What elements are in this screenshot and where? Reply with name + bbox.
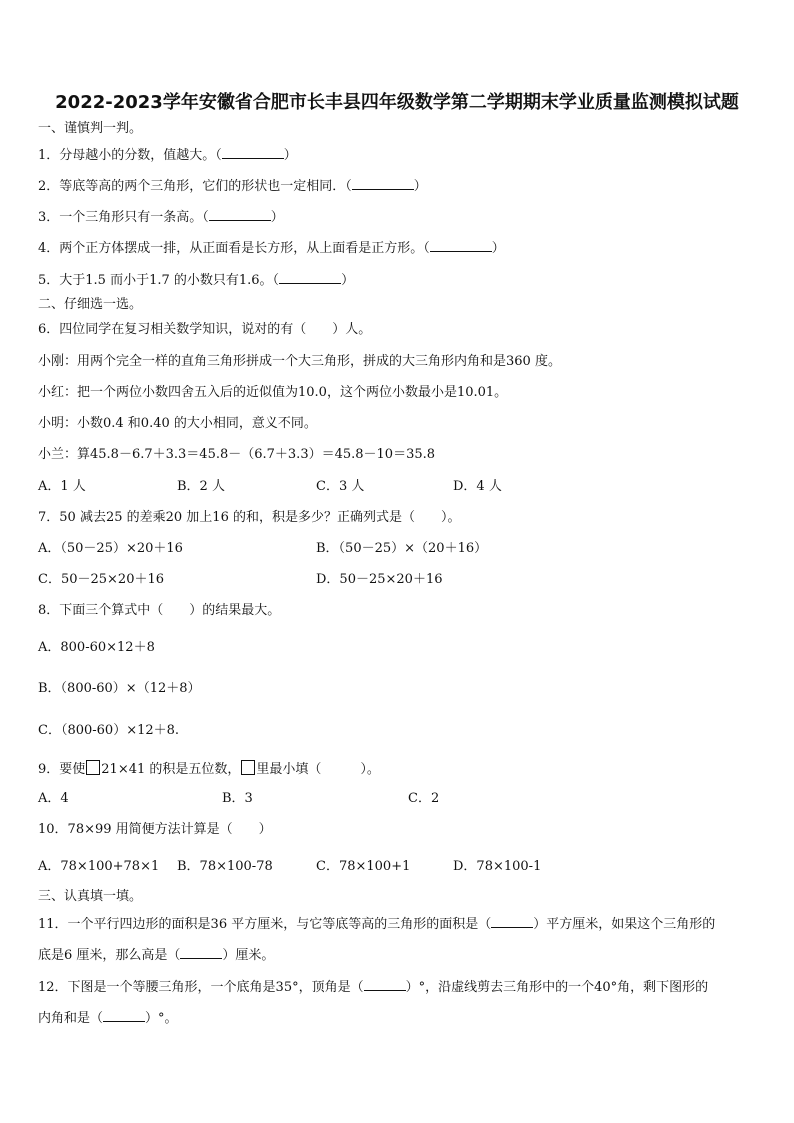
q8-option-b[interactable]: B．（800-60）×（12＋8） (38, 681, 201, 696)
question-9-text-1: 9．要使 (38, 762, 86, 777)
question-12-text-2: ）°，沿虚线剪去三角形中的一个40°角，剩下图形的 (405, 980, 709, 995)
question-10-stem: 10．78×99 用简便方法计算是（ ） (38, 822, 272, 837)
question-6-stem: 6．四位同学在复习相关数学知识，说对的有（ ）人。 (38, 322, 372, 337)
q9-option-a[interactable]: A．4 (38, 791, 69, 806)
blank-box[interactable] (86, 760, 100, 775)
question-3-close: ） (270, 210, 284, 225)
question-9-text-3: 里最小填（ ）。 (256, 762, 380, 777)
answer-blank[interactable] (222, 146, 284, 159)
question-5-text: 5．大于1.5 而小于1.7 的小数只有1.6。（ (38, 273, 280, 288)
question-5 (38, 271, 354, 289)
q6-option-b[interactable]: B．2 人 (177, 479, 225, 494)
answer-blank[interactable] (279, 271, 341, 284)
q10-option-b[interactable]: B．78×100-78 (177, 859, 273, 874)
question-12-text-4: ）°。 (145, 1011, 178, 1026)
q8-option-c[interactable]: C．（800-60）×12＋8. (38, 723, 180, 738)
answer-blank[interactable] (364, 978, 406, 991)
answer-blank[interactable] (352, 177, 414, 190)
question-12-text-1: 12．下图是一个等腰三角形，一个底角是35°，顶角是（ (38, 980, 364, 995)
question-3-text: 3．一个三角形只有一条高。（ (38, 210, 209, 225)
question-4-close: ） (491, 241, 505, 256)
question-11-line-2 (38, 946, 274, 964)
question-11-line-1 (38, 915, 715, 933)
question-1 (38, 146, 297, 164)
q8-option-a[interactable]: A．800-60×12＋8 (38, 640, 155, 655)
question-2-close: ） (413, 179, 427, 194)
q7-option-b[interactable]: B．（50－25）×（20＋16） (316, 541, 488, 556)
question-11-text-1: 11．一个平行四边形的面积是36 平方厘米，与它等底等高的三角形的面积是（ (38, 917, 492, 932)
answer-blank[interactable] (491, 915, 533, 928)
question-11-text-4: ）厘米。 (222, 948, 275, 963)
question-6-statement-2: 小红：把一个两位小数四舍五入后的近似值为10.0，这个两位小数最小是10.01。 (38, 385, 508, 400)
question-12-line-1 (38, 978, 708, 996)
question-4 (38, 239, 505, 257)
section-heading-1: 一、谨慎判一判。 (38, 121, 143, 136)
section-heading-3: 三、认真填一填。 (38, 889, 143, 904)
question-9 (38, 760, 380, 778)
question-4-text: 4．两个正方体摆成一排，从正面看是长方形，从上面看是正方形。（ (38, 241, 430, 256)
question-7-stem: 7．50 减去25 的差乘20 加上16 的和，积是多少？正确列式是（ ）。 (38, 510, 461, 525)
q6-option-a[interactable]: A．1 人 (38, 479, 86, 494)
question-6-statement-1: 小刚：用两个完全一样的直角三角形拼成一个大三角形，拼成的大三角形内角和是360 度。 (38, 354, 561, 369)
q9-option-b[interactable]: B．3 (222, 791, 253, 806)
question-8-stem: 8．下面三个算式中（ ）的结果最大。 (38, 603, 281, 618)
q7-option-c[interactable]: C．50－25×20＋16 (38, 572, 165, 587)
question-1-close: ） (283, 148, 297, 163)
answer-blank[interactable] (103, 1009, 145, 1022)
question-5-close: ） (341, 273, 355, 288)
q10-option-c[interactable]: C．78×100+1 (316, 859, 411, 874)
question-3 (38, 208, 284, 226)
question-11-text-3: 底是6 厘米，那么高是（ (38, 948, 181, 963)
q7-option-a[interactable]: A．（50－25）×20＋16 (38, 541, 183, 556)
question-11-text-2: ）平方厘米，如果这个三角形的 (533, 917, 716, 932)
q9-option-c[interactable]: C．2 (408, 791, 440, 806)
blank-box[interactable] (241, 760, 255, 775)
question-9-text-2: 21×41 的积是五位数， (101, 762, 241, 777)
q10-option-d[interactable]: D．78×100-1 (453, 859, 542, 874)
section-heading-2: 二、仔细选一选。 (38, 297, 143, 312)
question-2-text: 2．等底等高的两个三角形，它们的形状也一定相同．（ (38, 179, 352, 194)
question-12-text-3: 内角和是（ (38, 1011, 104, 1026)
question-6-statement-4: 小兰：算45.8－6.7＋3.3＝45.8－（6.7＋3.3）＝45.8－10＝35.8 (38, 447, 436, 462)
q6-option-c[interactable]: C．3 人 (316, 479, 365, 494)
q6-option-d[interactable]: D．4 人 (453, 479, 502, 494)
q7-option-d[interactable]: D．50－25×20＋16 (316, 572, 443, 587)
answer-blank[interactable] (180, 946, 222, 959)
q10-option-a[interactable]: A．78×100+78×1 (38, 859, 160, 874)
page-title: 2022-2023学年安徽省合肥市长丰县四年级数学第二学期期末学业质量监测模拟试题 (55, 92, 739, 113)
answer-blank[interactable] (430, 239, 492, 252)
question-2 (38, 177, 427, 195)
answer-blank[interactable] (209, 208, 271, 221)
question-6-statement-3: 小明：小数0.4 和0.40 的大小相同，意义不同。 (38, 416, 317, 431)
question-1-text: 1．分母越小的分数，值越大。（ (38, 148, 222, 163)
question-12-line-2 (38, 1009, 178, 1027)
